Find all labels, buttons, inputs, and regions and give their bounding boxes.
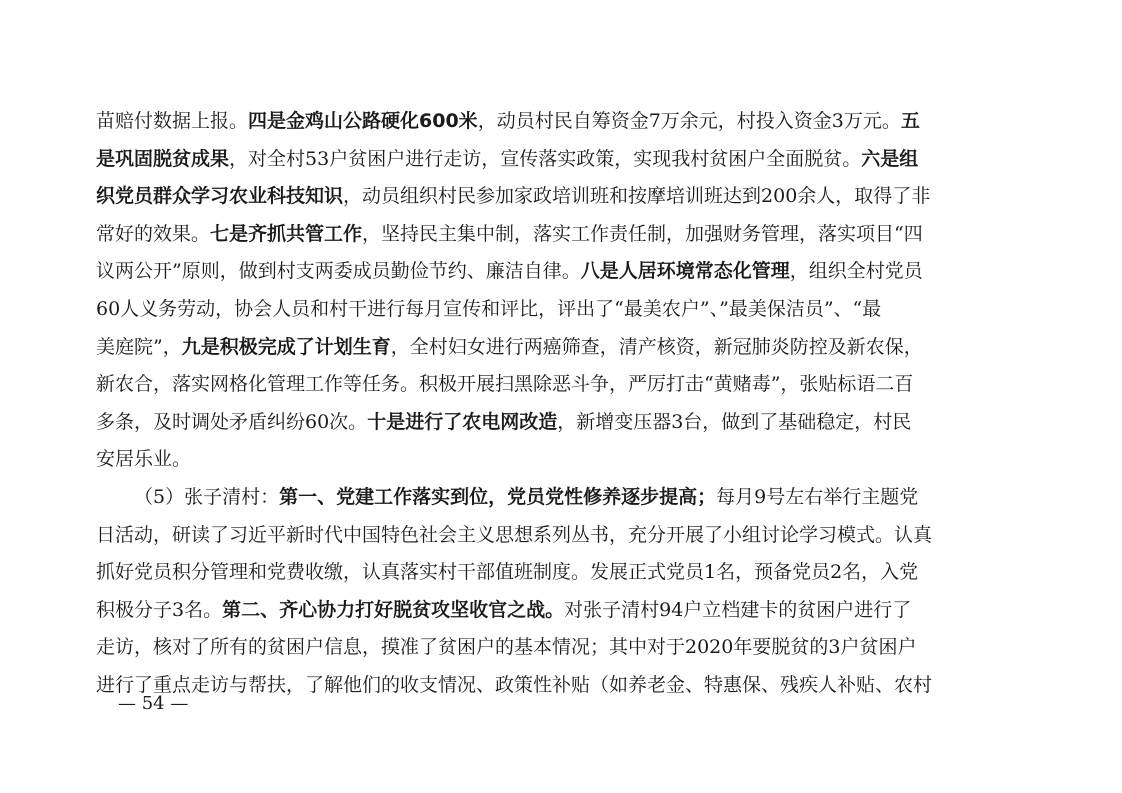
bold-text-segment: 织党员群众学习农业科技知识 [96,185,344,208]
bold-text-segment: 第二、齐心协力打好脱贫攻坚收官之战。 [222,598,565,621]
bold-text-segment: 七是齐抓共管工作 [210,222,363,245]
text-segment: 每月9号左右举行主题党 [716,485,919,508]
bold-text-segment: 五 [900,110,920,132]
bold-text-segment: 第一、党建工作落实到位，党员党性修养逐步提高； [279,485,717,508]
text-segment: ，动员组织村民参加家政培训班和按摩培训班达到200余人，取得了非 [343,185,931,208]
text-segment: 多条，及时调处矛盾纠纷60次。 [96,410,368,433]
text-segment: 走访，核对了所有的贫困户信息，摸准了贫困户的基本情况；其中对于2020年要脱贫的3户贫困户 [96,636,917,659]
text-line [96,404,1026,442]
text-line [96,216,1026,254]
text-segment: 日活动，研读了习近平新时代中国特色社会主义思想系列丛书，充分开展了小组讨论学习模式。认真 [96,523,933,546]
text-segment: ，动员村民自筹资金7万余元，村投入资金3万元。 [477,110,901,132]
text-segment: ，新增变压器3台，做到了基础稳定，村民 [557,410,912,433]
bold-text-segment: 九是积极完成了计划生育 [181,335,391,358]
body-text [96,103,1026,705]
bold-text-segment: 是巩固脱贫成果 [96,147,230,170]
text-segment: （5）张子清村： [134,485,280,508]
text-segment: 抓好党员积分管理和党费收缴，认真落实村干部值班制度。发展正式党员1名，预备党员2名，入党 [96,561,919,584]
bold-text-segment: 四是金鸡山公路硬化600米 [248,110,478,132]
text-segment: 常好的效果。 [96,222,211,245]
text-line [96,329,1026,367]
text-line [96,554,1026,592]
text-segment: 积极分子3名。 [96,598,223,621]
bold-text-segment: 八是人居环境常态化管理 [580,260,790,283]
text-segment: ，全村妇女进行两癌筛查，清产核资，新冠肺炎防控及新农保， [390,335,923,358]
text-line [96,629,1026,667]
text-segment: 进行了重点走访与帮扶，了解他们的收支情况、政策性补贴（如养老金、特惠保、残疾人补贴、农村 [96,673,933,696]
text-segment: 安居乐业。 [96,448,192,471]
text-line [96,103,1026,141]
text-segment: ，坚持民主集中制，落实工作责任制，加强财务管理，落实项目“四 [362,222,923,245]
text-segment: 对张子清村94户立档建卡的贫困户进行了 [564,598,912,621]
bold-text-segment: 十是进行了农电网改造 [367,410,558,433]
text-line [96,592,1026,630]
text-line [96,517,1026,555]
text-segment: ，组织全村党员 [789,260,923,283]
text-line [96,479,1026,517]
text-line [96,178,1026,216]
text-line [96,253,1026,291]
text-segment: 苗赔付数据上报。 [96,110,249,132]
text-segment: 议两公开”原则，做到村支两委成员勤俭节约、廉洁自律。 [96,260,581,283]
text-segment: 新农合，落实网格化管理工作等任务。积极开展扫黑除恶斗争，严厉打击“黄赌毒”，张贴标语二百 [96,373,914,396]
text-line [96,291,1026,329]
text-segment: 美庭院”， [96,335,182,358]
text-line [96,441,1026,479]
text-line [96,667,1026,705]
bold-text-segment: 六是组 [861,147,919,170]
text-line [96,366,1026,404]
text-segment: 60人义务劳动，协会人员和村干进行每月宣传和评比，评出了“最美农户”、”最美保洁员”、“最 [96,297,882,320]
page-number: — 54 — [118,693,189,714]
text-line [96,141,1026,179]
text-segment: ，对全村53户贫困户进行走访，宣传落实政策，实现我村贫困户全面脱贫。 [229,147,862,170]
